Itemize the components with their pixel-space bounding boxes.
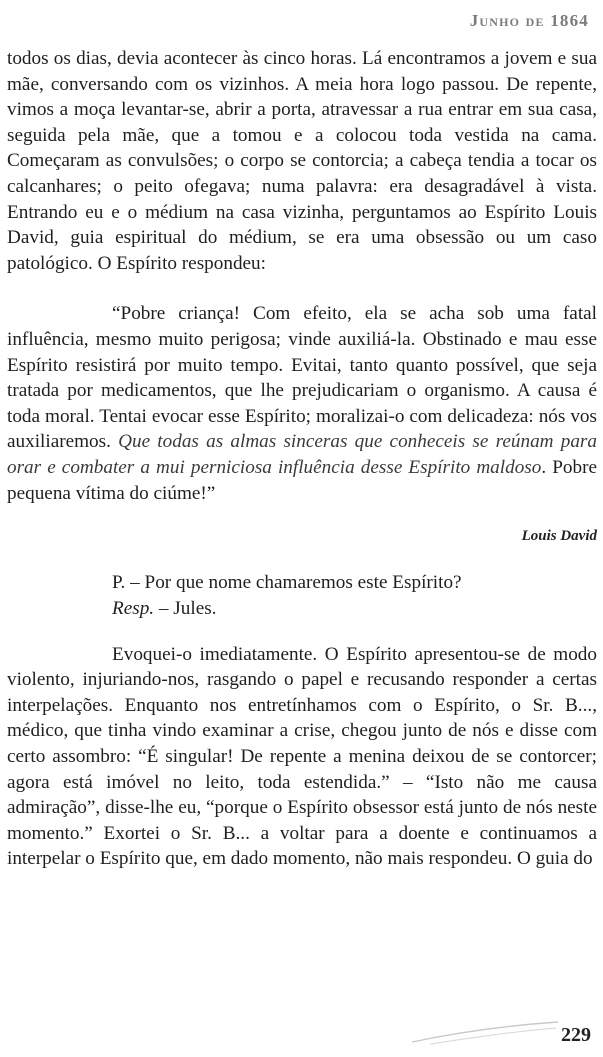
footer-ornament-swoosh	[410, 1016, 560, 1046]
paragraph-evocation: Evoquei-o imediatamente. O Espírito apresentou-se de modo violento, injuriando-nos, rasgando o papel e recusando responder a certas interpelações. Enquanto nos entretínhamos com o Espírito, o Sr. B..., médico, que tinha vindo examinar a crise, chegou junto de nós e disse com certo assombro: “É singular! De repente a menina deixou de se contorcer; agora está imóvel no leito, toda estendida.” – “Isto não me causa admiração”, disse-lhe eu, “porque o Espírito obsessor está junto de nós neste momento.” Exortei o Sr. B... a voltar para a doente e continuamos a interpelar o Espírito que, em dado momento, não mais respondeu. O guia do	[7, 643, 597, 870]
quote-signature: Louis David	[521, 528, 597, 545]
quote-text-1: “Pobre criança! Com efeito, ela se acha sob uma fatal influência, mesmo muito perigosa; vinde auxiliá-la. Obstinado e mau esse Espírito resistirá por muito tempo. Evitai, tanto quanto possível, que seja tratada por medicamentos, que lhe prejudicariam o organismo. A causa é toda moral. Tentai evocar esse Espírito; moralizai-o com delicadeza: nós vos auxiliaremos.	[7, 303, 597, 453]
paragraph-opening: todos os dias, devia acontecer às cinco horas. Lá encontramos a jovem e sua mãe, conversando com os vizinhos. A meia hora logo passou. De repente, vimos a moça levantar-se, abrir a porta, atravessar a rua entrar em sua casa, seguida pela mãe, que a tomou e a colocou toda vestida na cama. Começaram as convulsões; o corpo se contorcia; a cabeça tendia a tocar os calcanhares; o peito ofegava; numa palavra: era desagradável à vista. Entrando eu e o médium na casa vizinha, perguntamos ao Espírito Louis David, guia espiritual do médium, se era uma obsessão ou um caso patológico. O Espírito respondeu:	[7, 48, 597, 274]
answer-label: Resp.	[112, 597, 155, 619]
running-header: Junho de 1864	[469, 11, 589, 30]
spirit-quote	[7, 301, 597, 506]
answer-text: – Jules.	[154, 597, 217, 619]
quote-text-2: . Pobre pequena vítima do ciúme!”	[7, 456, 598, 504]
question-answer-block	[7, 570, 597, 622]
quote-italic-text: Que todas as almas sinceras que conheceis se reúnam para orar e combater a mui perniciosa influência desse Espírito maldoso	[7, 431, 597, 478]
page-number: 229	[561, 1024, 591, 1046]
page-body	[7, 46, 597, 872]
question-line: P. – Por que nome chamaremos este Espírito?	[112, 571, 462, 593]
answer-line	[112, 596, 597, 622]
